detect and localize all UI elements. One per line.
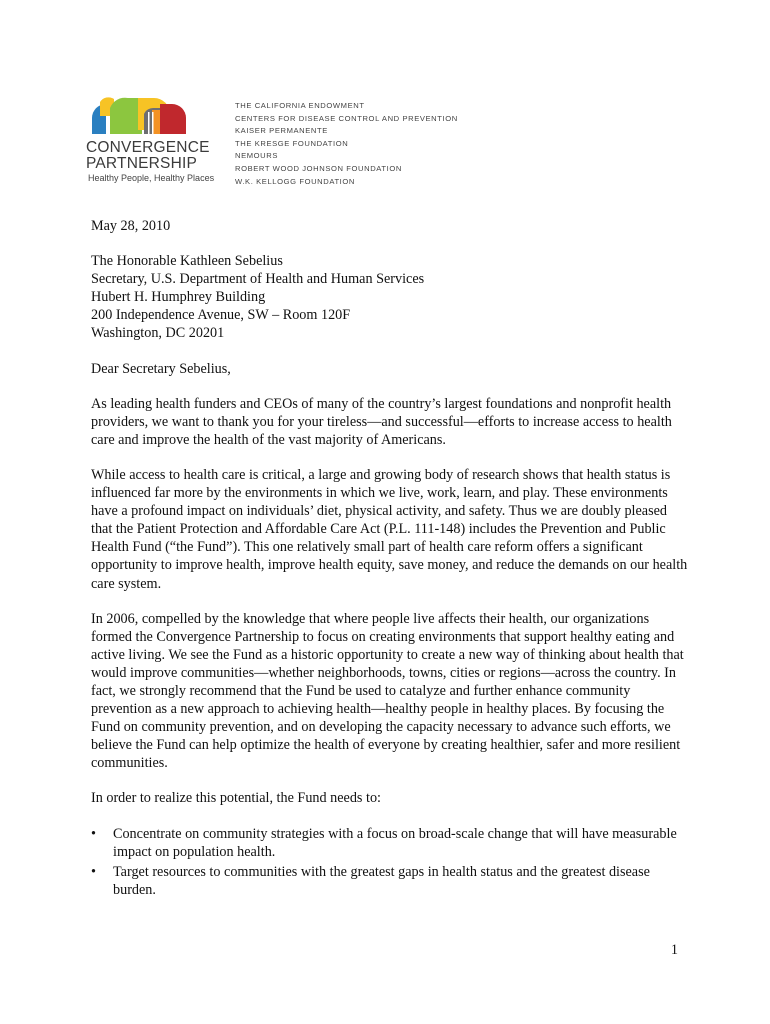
funder-item: THE CALIFORNIA ENDOWMENT <box>235 101 365 110</box>
letter-body <box>91 217 691 901</box>
logo-wordmark-line2: PARTNERSHIP <box>86 155 198 172</box>
bullet-text: Target resources to communities with the greatest gaps in health status and the greatest disease burden. <box>113 863 650 898</box>
convergence-partnership-logo <box>86 96 216 186</box>
letter-date: May 28, 2010 <box>91 218 171 234</box>
body-paragraph: As leading health funders and CEOs of many of the country’s largest foundations and nonprofit health providers, we want to thank you for your tireless—and successful—efforts to increase access to health care and improve the health of the vast majority of Americans. <box>91 395 672 448</box>
funder-list <box>235 100 458 188</box>
body-paragraph: While access to health care is critical, a large and growing body of research shows that health status is influenced far more by the environments in which we live, work, learn, and play. These environments have a profound impact on individuals’ diet, physical activity, and safety. Thus we are doubly pleased that the Patient Protection and Affordable Care Act (P.L. 111-148) includes the Prevention and Public Health Fund (“the Fund”). This one relatively small part of health care reform offers a significant opportunity to improve health, improve health equity, save money, and reduce the demands on our health care system. <box>91 466 688 592</box>
bullet-icon: • <box>91 825 96 842</box>
address-line: Washington, DC 20201 <box>91 325 225 342</box>
funder-item: NEMOURS <box>235 151 279 161</box>
address-line: The Honorable Kathleen Sebelius <box>91 253 283 270</box>
body-paragraph: In 2006, compelled by the knowledge that where people live affects their health, our organizations formed the Convergence Partnership to focus on creating environments that support healthy eating and active living. We see the Fund as a historic opportunity to create a new way of thinking about health that would improve communities—whether neighborhoods, towns, cities or regions—across the country. In fact, we strongly recommend that the Fund be used to catalyze and further enhance community prevention as a new approach to achieving health—healthy people in healthy places. By focusing the Fund on community prevention, and on developing the capacity necessary to advance such efforts, we believe the Fund can help optimize the health of everyone by creating healthier, safer and more resilient communities. <box>91 610 684 772</box>
body-paragraph: In order to realize this potential, the Fund needs to: <box>91 790 381 807</box>
logo-tagline: Healthy People, Healthy Places <box>88 173 215 183</box>
funder-item: W.K. KELLOGG FOUNDATION <box>235 176 355 186</box>
funder-item: ROBERT WOOD JOHNSON FOUNDATION <box>235 163 402 173</box>
logo-mark-icon <box>88 96 206 136</box>
bullet-item <box>91 863 691 899</box>
bullet-text: Concentrate on community strategies with a focus on broad-scale change that will have measurable impact on population health. <box>113 825 677 860</box>
bullet-icon: • <box>91 863 96 880</box>
letterhead <box>86 96 458 186</box>
address-line: Hubert H. Humphrey Building <box>91 289 266 306</box>
funder-item: THE KRESGE FOUNDATION <box>235 138 349 148</box>
salutation: Dear Secretary Sebelius, <box>91 360 231 377</box>
funder-item: CENTERS FOR DISEASE CONTROL AND PREVENTION <box>235 113 458 123</box>
bullet-item <box>91 825 691 861</box>
recipient-address <box>91 252 691 342</box>
address-line: Secretary, U.S. Department of Health and Human Services <box>91 271 425 288</box>
funder-item: KAISER PERMANENTE <box>235 126 328 136</box>
page-number: 1 <box>670 942 678 958</box>
logo-wordmark-line1: CONVERGENCE <box>86 139 210 156</box>
address-line: 200 Independence Avenue, SW – Room 120F <box>91 307 351 324</box>
bullet-list <box>91 825 691 899</box>
